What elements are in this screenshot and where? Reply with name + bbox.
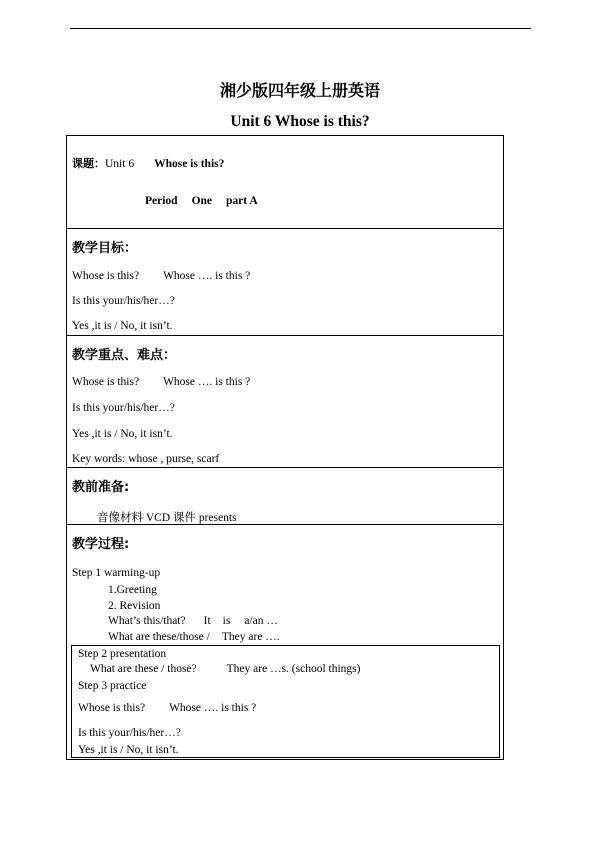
- topic-unit: Unit 6: [105, 158, 135, 170]
- step-1-what-these: [108, 631, 280, 643]
- step-1-revision: 2. Revision: [108, 600, 161, 612]
- row-divider-1: [66, 228, 504, 229]
- period-label: Period: [145, 195, 178, 207]
- keypoints-heading: 教学重点、难点：: [72, 348, 177, 363]
- keypoints-line-3: Yes ,it is / No, it isn’t.: [72, 428, 173, 440]
- topic-row: [72, 155, 224, 171]
- what-this-b: It: [203, 615, 211, 627]
- topic-unit-title: Whose is this?: [154, 158, 225, 170]
- practice-line-2: Is this your/his/her…?: [78, 727, 181, 739]
- objectives-line-1b: Whose …. is this ?: [163, 270, 251, 282]
- keypoints-line-2: Is this your/his/her…?: [72, 402, 175, 414]
- topic-label: 课题：: [72, 157, 105, 170]
- practice-line-1: [78, 702, 256, 714]
- objectives-heading: 教学目标：: [72, 241, 138, 256]
- practice-line-1a: Whose is this?: [78, 702, 146, 714]
- step-1-greeting: 1.Greeting: [108, 584, 157, 596]
- step-2: Step 2 presentation: [78, 648, 167, 660]
- what-this-c: is: [222, 615, 231, 627]
- period-part: part A: [226, 195, 258, 207]
- practice-line-3: Yes ,it is / No, it isn’t.: [78, 744, 179, 756]
- header-rule: [70, 28, 531, 29]
- step-1: Step 1 warming-up: [72, 567, 161, 579]
- preparation-line-1: 音像材料 VCD 课件 presents: [97, 512, 237, 524]
- period-row: [145, 195, 258, 207]
- process-heading: 教学过程:: [72, 537, 130, 552]
- what-these-a: What are these/those /: [108, 631, 210, 643]
- document-title: 湘少版四年级上册英语: [219, 81, 380, 100]
- keypoints-line-1b: Whose …. is this ?: [163, 376, 251, 388]
- what-this-a: What’s this/that?: [108, 615, 186, 627]
- presentation-b: They are …s. (school things): [226, 663, 361, 675]
- what-this-d: a/an …: [244, 615, 278, 627]
- objectives-line-1: [72, 270, 250, 282]
- document-subtitle: Unit 6 Whose is this?: [230, 113, 370, 130]
- row-divider-2: [66, 335, 504, 336]
- objectives-line-1a: Whose is this?: [72, 270, 140, 282]
- objectives-line-2: Is this your/his/her…?: [72, 295, 175, 307]
- row-divider-3: [66, 467, 504, 468]
- practice-line-1b: Whose …. is this ?: [169, 702, 257, 714]
- keypoints-line-1: [72, 376, 250, 388]
- step-2-presentation: [90, 663, 360, 675]
- keypoints-line-1a: Whose is this?: [72, 376, 140, 388]
- keypoints-line-4: Key words: whose , purse, scarf: [72, 453, 220, 465]
- preparation-heading: 教前准备:: [72, 480, 130, 495]
- step-3: Step 3 practice: [78, 680, 147, 692]
- what-these-b: They are ….: [221, 631, 280, 643]
- objectives-line-3: Yes ,it is / No, it isn’t.: [72, 320, 173, 332]
- step-1-what-this: [108, 615, 278, 627]
- presentation-a: What are these / those?: [90, 663, 197, 675]
- period-number: One: [191, 195, 213, 207]
